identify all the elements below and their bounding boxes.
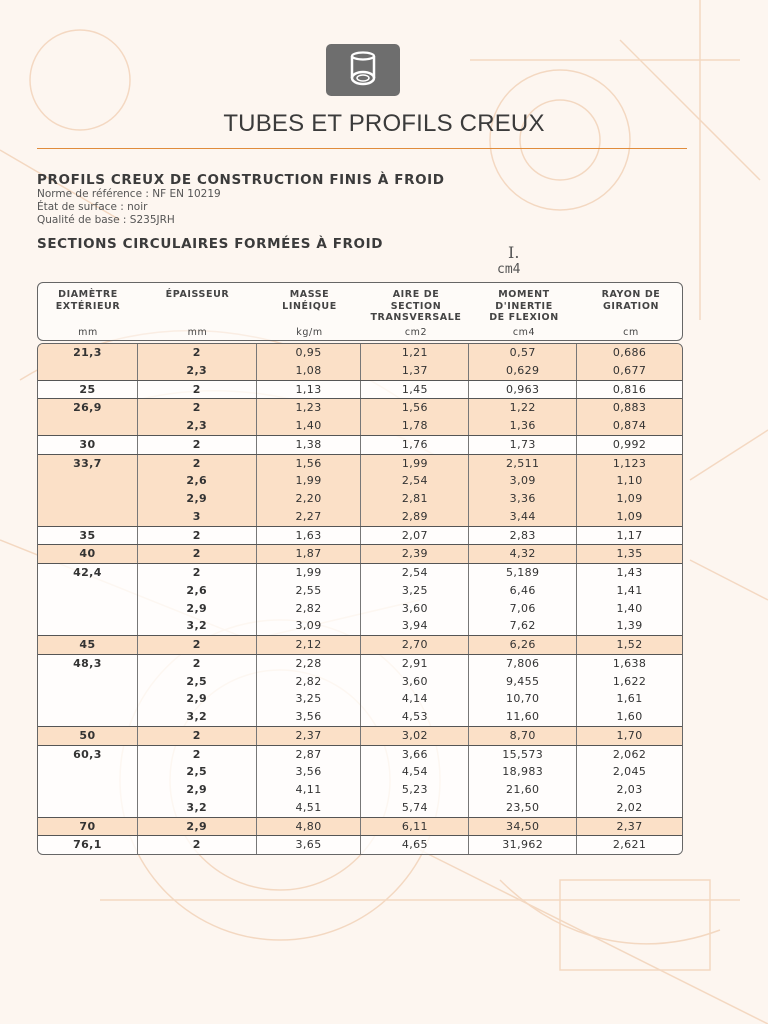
table-cell: 2,81 bbox=[360, 490, 468, 508]
table-cell: 1,99 bbox=[256, 564, 361, 582]
table-cell: 1,63 bbox=[256, 527, 361, 545]
table-cell: 2,511 bbox=[468, 455, 576, 473]
table-cell: 1,87 bbox=[256, 545, 361, 563]
spec-line: Norme de référence : NF EN 10219 bbox=[37, 188, 221, 200]
table-cell: 3,25 bbox=[256, 690, 361, 708]
table-cell: 42,4 bbox=[73, 566, 102, 579]
table-cell: 1,56 bbox=[360, 399, 468, 417]
table-cell: 30 bbox=[79, 437, 96, 451]
table-cell: 2,621 bbox=[576, 836, 682, 854]
sections-table bbox=[37, 282, 683, 855]
table-cell: 1,45 bbox=[360, 381, 468, 399]
table-row bbox=[38, 708, 682, 726]
table-row bbox=[38, 817, 682, 836]
table-cell: 2 bbox=[137, 455, 256, 473]
table-cell: 6,11 bbox=[360, 818, 468, 836]
table-cell bbox=[38, 781, 137, 799]
table-cell: 15,573 bbox=[468, 746, 576, 764]
table-row bbox=[38, 600, 682, 618]
table-cell: 3,65 bbox=[256, 836, 361, 854]
table-row bbox=[38, 763, 682, 781]
table-cell: 11,60 bbox=[468, 708, 576, 726]
table-cell: 0,677 bbox=[576, 362, 682, 380]
table-cell: 0,992 bbox=[576, 436, 682, 454]
table-cell: 1,61 bbox=[576, 690, 682, 708]
table-cell: 0,963 bbox=[468, 381, 576, 399]
table-row bbox=[38, 635, 682, 654]
column-header: RAYON DE GIRATION bbox=[601, 289, 661, 312]
table-cell bbox=[38, 799, 137, 817]
table-row bbox=[38, 344, 682, 362]
table-cell: 2,12 bbox=[256, 636, 361, 654]
table-cell: 33,7 bbox=[73, 456, 102, 470]
table-cell: 2,9 bbox=[137, 818, 256, 836]
table-cell: 3 bbox=[137, 508, 256, 526]
table-cell: 0,874 bbox=[576, 417, 682, 435]
table-cell: 2,20 bbox=[256, 490, 361, 508]
table-row bbox=[38, 617, 682, 635]
table-cell: 3,36 bbox=[468, 490, 576, 508]
table-cell: 7,06 bbox=[468, 600, 576, 618]
table-cell bbox=[38, 690, 137, 708]
table-cell: 7,806 bbox=[468, 655, 576, 673]
table-cell: 1,99 bbox=[360, 455, 468, 473]
table-cell: 2,27 bbox=[256, 508, 361, 526]
table-cell: 2,045 bbox=[576, 763, 682, 781]
table-cell: 2,5 bbox=[137, 763, 256, 781]
column-header: DIAMÈTRE EXTÉRIEUR bbox=[55, 289, 121, 312]
table-cell bbox=[38, 472, 137, 490]
table-row bbox=[38, 398, 682, 417]
table-cell: 1,123 bbox=[576, 455, 682, 473]
table-cell: 2 bbox=[137, 436, 256, 454]
table-cell: 2,54 bbox=[360, 472, 468, 490]
table-cell: 18,983 bbox=[468, 763, 576, 781]
table-cell: 2,55 bbox=[256, 582, 361, 600]
table-cell: 4,53 bbox=[360, 708, 468, 726]
table-cell: 2,9 bbox=[137, 781, 256, 799]
table-cell: 8,70 bbox=[468, 727, 576, 745]
table-cell: 4,51 bbox=[256, 799, 361, 817]
table-cell: 2 bbox=[137, 655, 256, 673]
table-cell: 3,02 bbox=[360, 727, 468, 745]
table-cell: 4,54 bbox=[360, 763, 468, 781]
table-cell: 2 bbox=[137, 727, 256, 745]
table-cell: 1,40 bbox=[576, 600, 682, 618]
table-cell: 6,26 bbox=[468, 636, 576, 654]
table-cell: 5,23 bbox=[360, 781, 468, 799]
table-row bbox=[38, 508, 682, 526]
column-unit: cm2 bbox=[404, 327, 428, 338]
table-cell: 2 bbox=[137, 545, 256, 563]
table-cell: 0,629 bbox=[468, 362, 576, 380]
table-cell: 2,83 bbox=[468, 527, 576, 545]
table-cell: 1,638 bbox=[576, 655, 682, 673]
table-cell: 31,962 bbox=[468, 836, 576, 854]
table-cell: 3,56 bbox=[256, 763, 361, 781]
table-cell: 34,50 bbox=[468, 818, 576, 836]
table-cell: 3,2 bbox=[137, 708, 256, 726]
table-cell: 3,25 bbox=[360, 582, 468, 600]
table-cell: 1,622 bbox=[576, 673, 682, 691]
table-cell: 2,37 bbox=[576, 818, 682, 836]
section-heading: PROFILS CREUX DE CONSTRUCTION FINIS À FROID bbox=[37, 172, 445, 188]
spec-line: État de surface : noir bbox=[37, 201, 148, 213]
table-cell: 1,38 bbox=[256, 436, 361, 454]
table-row bbox=[38, 454, 682, 473]
table-cell: 2,03 bbox=[576, 781, 682, 799]
sketch-note: I. bbox=[508, 243, 520, 262]
table-cell bbox=[38, 617, 137, 635]
table-cell: 35 bbox=[79, 528, 96, 542]
table-cell: 1,39 bbox=[576, 617, 682, 635]
table-row bbox=[38, 673, 682, 691]
table-cell: 40 bbox=[79, 547, 96, 561]
table-cell: 10,70 bbox=[468, 690, 576, 708]
table-cell: 6,46 bbox=[468, 582, 576, 600]
table-cell: 2,70 bbox=[360, 636, 468, 654]
table-cell bbox=[38, 673, 137, 691]
table-cell: 1,40 bbox=[256, 417, 361, 435]
table-cell: 2,9 bbox=[137, 490, 256, 508]
table-cell bbox=[38, 582, 137, 600]
table-row bbox=[38, 835, 682, 854]
table-row bbox=[38, 380, 682, 399]
table-cell: 1,22 bbox=[468, 399, 576, 417]
column-header: MASSE LINÉIQUE bbox=[282, 289, 337, 312]
table-cell: 3,56 bbox=[256, 708, 361, 726]
table-row bbox=[38, 799, 682, 817]
table-cell: 26,9 bbox=[73, 401, 102, 415]
table-cell: 2,3 bbox=[137, 362, 256, 380]
column-header: ÉPAISSEUR bbox=[165, 289, 230, 300]
table-cell: 2,6 bbox=[137, 582, 256, 600]
table-cell: 3,94 bbox=[360, 617, 468, 635]
table-cell: 4,11 bbox=[256, 781, 361, 799]
table-cell: 1,41 bbox=[576, 582, 682, 600]
table-cell: 0,57 bbox=[468, 344, 576, 362]
table-cell: 2,28 bbox=[256, 655, 361, 673]
table-cell: 5,189 bbox=[468, 564, 576, 582]
table-cell: 3,44 bbox=[468, 508, 576, 526]
table-cell: 23,50 bbox=[468, 799, 576, 817]
table-cell: 0,883 bbox=[576, 399, 682, 417]
table-cell: 45 bbox=[79, 638, 96, 651]
table-cell: 1,36 bbox=[468, 417, 576, 435]
table-cell: 0,686 bbox=[576, 344, 682, 362]
table-cell: 2 bbox=[137, 344, 256, 362]
table-cell bbox=[38, 763, 137, 781]
table-cell: 2,062 bbox=[576, 746, 682, 764]
table-row bbox=[38, 563, 682, 582]
table-cell: 1,35 bbox=[576, 545, 682, 563]
table-cell: 7,62 bbox=[468, 617, 576, 635]
table-cell: 2 bbox=[137, 527, 256, 545]
table-row bbox=[38, 726, 682, 745]
table-cell: 2 bbox=[137, 381, 256, 399]
table-cell bbox=[38, 600, 137, 618]
table-header bbox=[37, 282, 683, 341]
title-divider bbox=[37, 148, 687, 149]
table-body bbox=[37, 343, 683, 855]
table-cell: 2,39 bbox=[360, 545, 468, 563]
table-cell: 60,3 bbox=[73, 747, 102, 761]
table-row bbox=[38, 582, 682, 600]
table-cell: 2,82 bbox=[256, 600, 361, 618]
sketch-note: cm4 bbox=[497, 262, 521, 277]
table-cell: 4,32 bbox=[468, 545, 576, 563]
table-cell: 1,21 bbox=[360, 344, 468, 362]
table-cell: 3,66 bbox=[360, 746, 468, 764]
table-cell: 2,6 bbox=[137, 472, 256, 490]
table-row bbox=[38, 472, 682, 490]
table-cell bbox=[38, 708, 137, 726]
table-cell: 2,37 bbox=[256, 727, 361, 745]
table-cell bbox=[38, 490, 137, 508]
table-cell bbox=[38, 362, 137, 380]
table-row bbox=[38, 435, 682, 454]
table-cell: 1,08 bbox=[256, 362, 361, 380]
table-cell: 1,73 bbox=[468, 436, 576, 454]
table-cell: 3,2 bbox=[137, 799, 256, 817]
table-row bbox=[38, 690, 682, 708]
table-row bbox=[38, 745, 682, 764]
table-cell: 3,09 bbox=[468, 472, 576, 490]
table-cell: 2 bbox=[137, 636, 256, 654]
table-cell: 5,74 bbox=[360, 799, 468, 817]
table-cell: 1,13 bbox=[256, 381, 361, 399]
table-cell: 2 bbox=[137, 399, 256, 417]
table-cell: 25 bbox=[79, 382, 96, 396]
table-cell: 9,455 bbox=[468, 673, 576, 691]
column-unit: kg/m bbox=[296, 327, 323, 338]
table-cell: 3,2 bbox=[137, 617, 256, 635]
table-cell: 1,10 bbox=[576, 472, 682, 490]
table-row bbox=[38, 526, 682, 545]
table-row bbox=[38, 654, 682, 673]
table-cell: 2 bbox=[137, 746, 256, 764]
table-cell: 2,3 bbox=[137, 417, 256, 435]
table-cell: 3,09 bbox=[256, 617, 361, 635]
table-cell: 1,43 bbox=[576, 564, 682, 582]
table-cell: 3,60 bbox=[360, 600, 468, 618]
table-cell: 1,78 bbox=[360, 417, 468, 435]
table-cell: 1,17 bbox=[576, 527, 682, 545]
table-cell: 21,3 bbox=[73, 346, 102, 359]
table-cell bbox=[38, 417, 137, 435]
spec-line: Qualité de base : S235JRH bbox=[37, 214, 175, 226]
table-cell: 2,9 bbox=[137, 690, 256, 708]
table-cell: 1,76 bbox=[360, 436, 468, 454]
table-cell: 2,82 bbox=[256, 673, 361, 691]
table-cell: 4,80 bbox=[256, 818, 361, 836]
table-cell: 2 bbox=[137, 836, 256, 854]
table-cell: 2,89 bbox=[360, 508, 468, 526]
table-cell: 1,09 bbox=[576, 508, 682, 526]
table-row bbox=[38, 417, 682, 435]
column-header: MOMENT D'INERTIE DE FLEXION bbox=[489, 289, 559, 323]
page-title: TUBES ET PROFILS CREUX bbox=[223, 110, 545, 137]
table-cell bbox=[38, 508, 137, 526]
table-cell: 76,1 bbox=[73, 838, 102, 852]
table-cell: 1,52 bbox=[576, 636, 682, 654]
table-cell: 4,65 bbox=[360, 836, 468, 854]
column-unit: cm4 bbox=[512, 327, 536, 338]
table-cell: 50 bbox=[79, 728, 96, 742]
table-cell: 1,09 bbox=[576, 490, 682, 508]
table-cell: 1,56 bbox=[256, 455, 361, 473]
table-row bbox=[38, 544, 682, 563]
table-cell: 2,02 bbox=[576, 799, 682, 817]
table-cell: 70 bbox=[79, 819, 96, 833]
column-unit: cm bbox=[623, 327, 639, 338]
table-cell: 2,07 bbox=[360, 527, 468, 545]
table-row bbox=[38, 490, 682, 508]
table-cell: 2,9 bbox=[137, 600, 256, 618]
table-cell: 2 bbox=[137, 564, 256, 582]
column-unit: mm bbox=[78, 327, 98, 338]
table-cell: 1,60 bbox=[576, 708, 682, 726]
table-cell: 4,14 bbox=[360, 690, 468, 708]
table-cell: 1,99 bbox=[256, 472, 361, 490]
table-cell: 0,95 bbox=[256, 344, 361, 362]
table-cell: 48,3 bbox=[73, 656, 102, 670]
table-cell: 1,23 bbox=[256, 399, 361, 417]
table-cell: 0,816 bbox=[576, 381, 682, 399]
table-cell: 2,91 bbox=[360, 655, 468, 673]
tube-icon bbox=[326, 44, 400, 96]
table-cell: 1,37 bbox=[360, 362, 468, 380]
table-cell: 2,54 bbox=[360, 564, 468, 582]
table-cell: 2,87 bbox=[256, 746, 361, 764]
table-row bbox=[38, 362, 682, 380]
table-cell: 21,60 bbox=[468, 781, 576, 799]
table-cell: 3,60 bbox=[360, 673, 468, 691]
column-header: AIRE DE SECTION TRANSVERSALE bbox=[370, 289, 462, 323]
table-cell: 1,70 bbox=[576, 727, 682, 745]
column-unit: mm bbox=[187, 327, 208, 338]
table-subheading: SECTIONS CIRCULAIRES FORMÉES À FROID bbox=[37, 236, 384, 252]
table-row bbox=[38, 781, 682, 799]
table-cell: 2,5 bbox=[137, 673, 256, 691]
